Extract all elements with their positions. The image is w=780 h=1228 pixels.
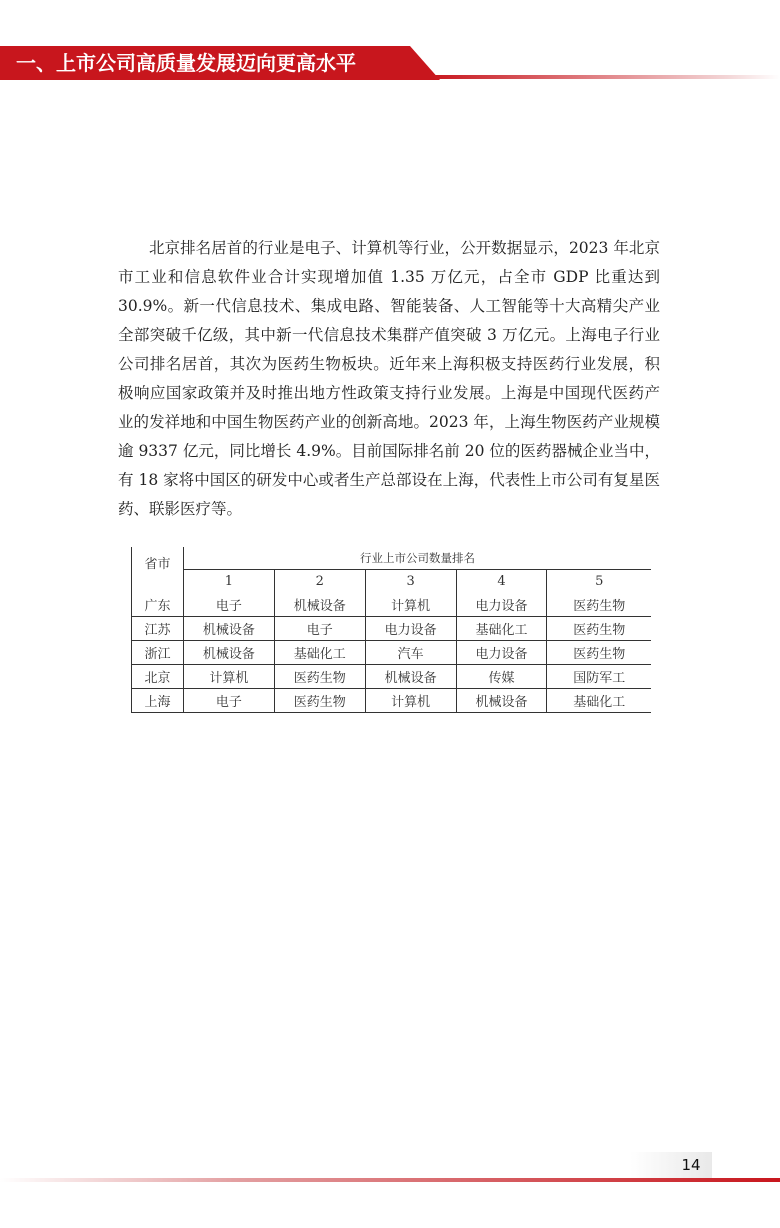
industry-cell: 机械设备: [184, 617, 275, 641]
industry-cell: 电力设备: [456, 641, 547, 665]
industry-cell: 医药生物: [547, 617, 651, 641]
industry-cell: 国防军工: [547, 665, 651, 689]
rank-header: 4: [456, 570, 547, 594]
industry-cell: 电子: [184, 593, 275, 617]
industry-ranking-table: [131, 547, 651, 710]
industry-cell: 基础化工: [274, 641, 365, 665]
province-cell: 北京: [132, 665, 184, 689]
page-number: 14: [681, 1156, 701, 1174]
industry-cell: 医药生物: [547, 641, 651, 665]
table-caption: 行业上市公司数量排名: [184, 547, 652, 570]
province-cell: 广东: [132, 593, 184, 617]
body-paragraph: 北京排名居首的行业是电子、计算机等行业，公开数据显示，2023 年北京市工业和信息软件业合计实现增加值 1.35 万亿元，占全市 GDP 比重达到 30.9%。新一代信息技术、集成电路、智能装备、人工智能等十大高精尖产业全部突破千亿级，其中新一代信息技术集群产值突破 3 万亿元。上海电子行业公司排名居首，其次为医药生物板块。近年来上海积极支持医药行业发展，积极响应国家政策并及时推出地方性政策支持行业发展。上海是中国现代医药产业的发祥地和中国生物医药产业的创新高地。2023 年，上海生物医药产业规模逾 9337 亿元，同比增长 4.9%。目前国际排名前 20 位的医药器械企业当中，有 18 家将中国区的研发中心或者生产总部设在上海，代表性上市公司有复星医药、联影医疗等。: [118, 239, 660, 518]
industry-cell: 传媒: [456, 665, 547, 689]
industry-cell: 机械设备: [274, 593, 365, 617]
section-header: [0, 46, 780, 80]
industry-cell: 机械设备: [184, 641, 275, 665]
rank-header: 5: [547, 570, 651, 594]
province-cell: 浙江: [132, 641, 184, 665]
industry-cell: 基础化工: [456, 617, 547, 641]
table-row: [132, 617, 652, 641]
industry-cell: 机械设备: [365, 665, 456, 689]
header-gradient-line: [430, 75, 780, 79]
industry-cell: 计算机: [184, 665, 275, 689]
industry-cell: 电力设备: [456, 593, 547, 617]
industry-cell: 计算机: [365, 689, 456, 713]
industry-cell: 电力设备: [365, 617, 456, 641]
industry-cell: 医药生物: [274, 689, 365, 713]
province-cell: 上海: [132, 689, 184, 713]
industry-cell: 机械设备: [456, 689, 547, 713]
industry-cell: 电子: [184, 689, 275, 713]
table-row: [132, 689, 652, 713]
footer-gradient-line: [0, 1178, 780, 1182]
table-row: [132, 665, 652, 689]
rank-header: 2: [274, 570, 365, 594]
industry-cell: 医药生物: [274, 665, 365, 689]
industry-cell: 医药生物: [547, 593, 651, 617]
industry-cell: 计算机: [365, 593, 456, 617]
table-row: [132, 641, 652, 665]
rank-header: 3: [365, 570, 456, 594]
table-row: [132, 593, 652, 617]
province-header: 省市: [132, 547, 184, 593]
section-title: 一、上市公司高质量发展迈向更高水平: [16, 51, 356, 75]
industry-cell: 电子: [274, 617, 365, 641]
rank-header: 1: [184, 570, 275, 594]
province-cell: 江苏: [132, 617, 184, 641]
industry-cell: 基础化工: [547, 689, 651, 713]
industry-cell: 汽车: [365, 641, 456, 665]
